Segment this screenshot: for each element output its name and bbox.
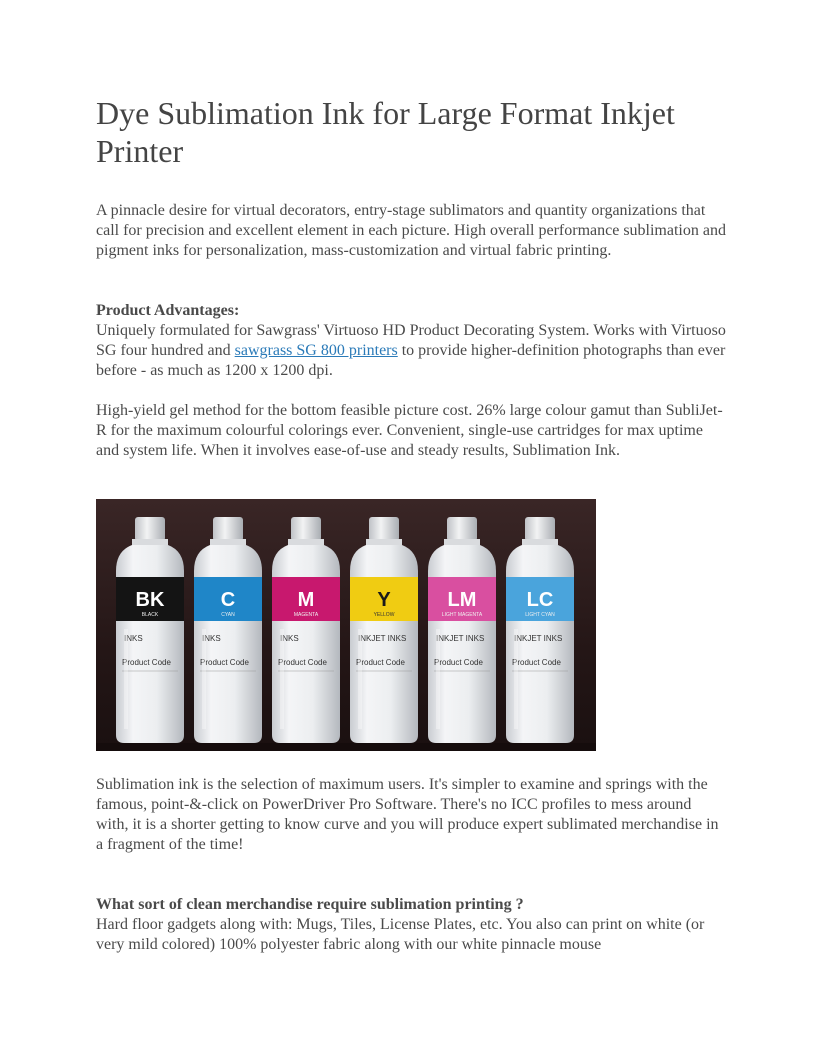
bottle-cap [525,517,555,541]
bottle-highlight [358,629,362,729]
bottle-product-code: Product Code [356,658,405,667]
intro-paragraph: A pinnacle desire for virtual decorators, entry-stage sublimators and quantity organizations that call for precision and excellent element in each picture. High overall performance sublimation and pigment inks for personalization, mass-customization and virtual fabric printing. [96,202,726,259]
ink-bottle [194,517,262,743]
bottle-ink-text: INKJET INKS [436,634,485,643]
bottle-highlight [436,629,440,729]
bottle-cap [447,517,477,541]
advantages-text-before: Uniquely formulated for Sawgrass' Virtuoso HD Product Decorating System. Works with Virtuoso SG four hundred and [96,322,726,359]
bottle-color-name: MAGENTA [293,612,319,618]
bottle-product-code: Product Code [512,658,561,667]
gel-paragraph: High-yield gel method for the bottom feasible picture cost. 26% large colour gamut than SubliJet- R for the maximum colourful colorings ever. Convenient, single-use cartridges for max uptime and system life. When it involves ease-of-use and steady results, Sublimation Ink. [96,402,723,459]
bottle-ink-text: INKS [124,634,143,643]
ink-bottles-photo [96,499,596,751]
bottle-highlight [202,629,206,729]
bottle-code-text: LC [526,589,554,611]
advantages-paragraph [96,321,726,381]
bottle-code-text: Y [377,589,391,611]
bottle-product-code: Product Code [434,658,483,667]
ink-bottle [350,517,418,743]
bottle-product-code: Product Code [122,658,171,667]
ink-bottle [272,517,340,743]
bottle-neck [366,539,402,545]
bottle-color-name: LIGHT CYAN [525,612,555,618]
advantages-text-after: to provide higher-definition photographs than ever before - as much as 1200 x 1200 dpi. [96,342,726,379]
bottle-code-text: BK [135,589,165,611]
table-surface [96,743,596,751]
users-paragraph: Sublimation ink is the selection of maximum users. It's simpler to examine and springs with the famous, point-&-click on PowerDriver Pro Software. There's no ICC profiles to mess around with, it is a shorter getting to know curve and you will produce expert sublimated merchandise in a fragment of the time! [96,776,719,853]
bottle-neck [288,539,324,545]
bottle-color-name: YELLOW [373,612,395,618]
bottle-code-text: C [220,589,236,611]
bottle-neck [132,539,168,545]
bottle-ink-text: INKS [280,634,299,643]
bottle-neck [210,539,246,545]
bottle-cap [369,517,399,541]
page-title: Dye Sublimation Ink for Large Format Inkjet Printer [96,95,675,169]
bottle-ink-text: INKJET INKS [358,634,407,643]
bottle-neck [444,539,480,545]
bottle-color-name: CYAN [221,612,235,618]
bottle-highlight [124,629,128,729]
ink-bottle [506,517,574,743]
bottle-product-code: Product Code [278,658,327,667]
ink-bottle [116,517,184,743]
bottle-product-code: Product Code [200,658,249,667]
bottle-cap [135,517,165,541]
ink-bottle [428,517,496,743]
bottle-ink-text: INKS [202,634,221,643]
merchandise-paragraph: Hard floor gadgets along with: Mugs, Tiles, License Plates, etc. You also can print on white (or very mild colored) 100% polyester fabric along with our white pinnacle mouse [96,916,705,953]
merchandise-heading: What sort of clean merchandise require sublimation printing ? [96,896,524,913]
bottle-code-text: LM [447,589,477,611]
bottle-code-text: M [297,589,315,611]
sawgrass-printers-link[interactable]: sawgrass SG 800 printers [234,342,398,359]
advantages-heading: Product Advantages: [96,302,240,319]
bottle-cap [213,517,243,541]
bottle-highlight [280,629,284,729]
bottle-cap [291,517,321,541]
bottle-ink-text: INKJET INKS [514,634,563,643]
bottle-highlight [514,629,518,729]
bottle-color-name: BLACK [141,612,159,618]
bottle-color-name: LIGHT MAGENTA [441,612,483,618]
bottle-neck [522,539,558,545]
